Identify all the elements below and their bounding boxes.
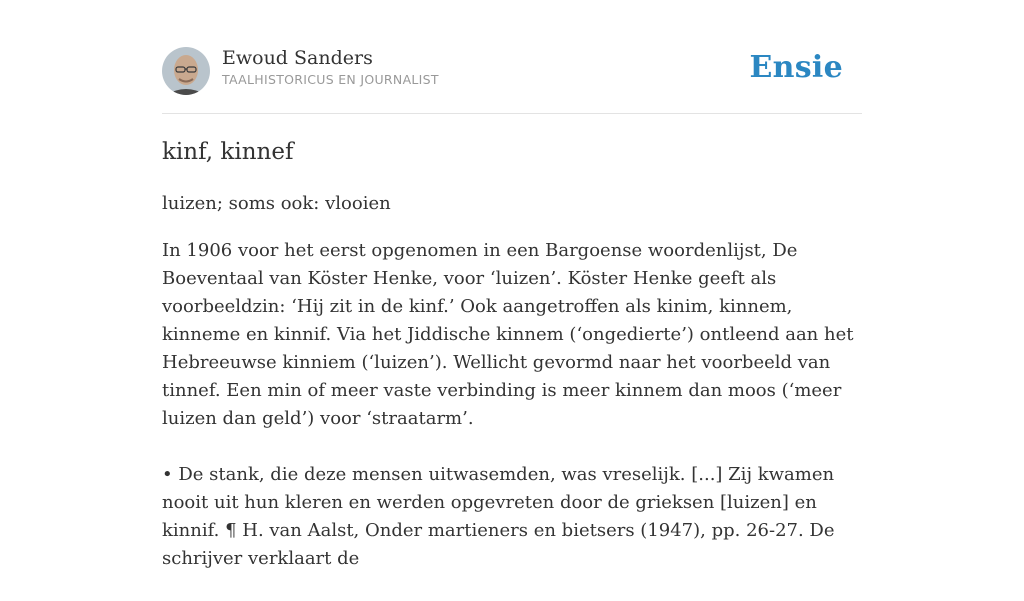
author-info [222,46,439,88]
entry-paragraph: In 1906 voor het eerst opgenomen in een Bargoense woordenlijst, De Boeventaal van Köster Henke, voor ‘luizen’. Köster Henke geeft als voorbeeldzin: ‘Hij zit in de kinf.’ Ook aangetroffen als kinim, kinnem, kinneme en kinnif. Via het Jiddische kinnem (‘ongedierte’) ontleend aan het Hebreeuwse kinniem (‘luizen’). Wellicht gevormd naar het voorbeeld van tinnef. Een min of meer vaste verbinding is meer kinnem dan moos (‘meer luizen dan geld’) voor ‘straatarm’. [162,240,854,429]
page-container [162,0,862,569]
ensie-logo[interactable]: Ensie [749,50,843,85]
entry-short-definition: luizen; soms ook: vlooien [162,193,391,214]
entry-term: kinf, kinnef [162,139,294,165]
author-avatar[interactable] [162,47,210,95]
entry-body [162,237,862,601]
page-header [162,0,862,114]
entry-quote-paragraph: • De stank, die deze mensen uitwasemden, was vreselijk. [...] Zij kwamen nooit uit hun kleren en werden opgevreten door de grieksen [luizen] en kinnif. ¶ H. van Aalst, Onder martieners en bietsers (1947), pp. 26-27. De schrijver verklaart de [162,464,835,569]
author-name[interactable]: Ewoud Sanders [222,47,373,69]
author-title: TAALHISTORICUS EN JOURNALIST [222,72,439,87]
